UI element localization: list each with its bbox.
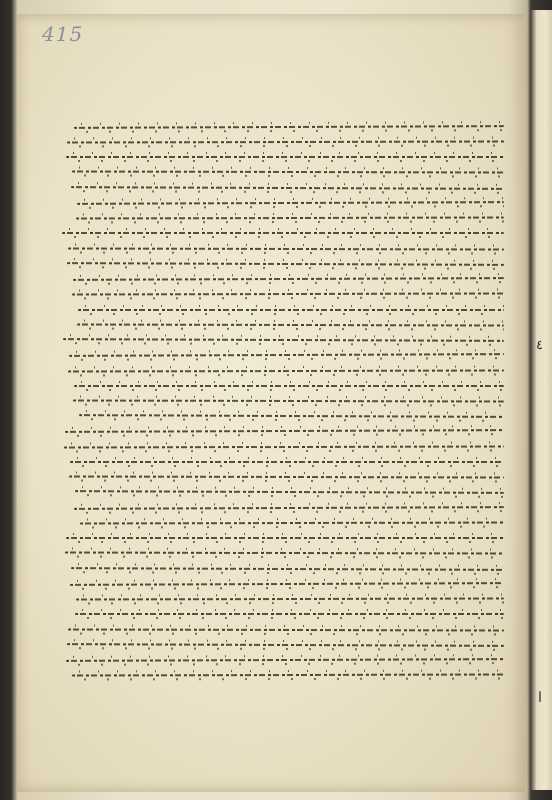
handwritten-line bbox=[74, 125, 504, 129]
handwritten-line bbox=[67, 262, 504, 266]
handwritten-line bbox=[72, 293, 504, 296]
handwritten-line bbox=[76, 217, 504, 220]
handwritten-line bbox=[65, 552, 504, 555]
handwritten-line bbox=[74, 385, 504, 387]
folio-number: 415 bbox=[42, 22, 84, 46]
handwritten-line bbox=[66, 658, 504, 662]
handwritten-line bbox=[71, 186, 504, 190]
handwritten-line bbox=[72, 674, 504, 677]
handwritten-text-block bbox=[62, 118, 504, 682]
handwritten-line bbox=[76, 598, 504, 601]
handwritten-line bbox=[68, 628, 504, 631]
handwritten-line bbox=[79, 414, 504, 418]
handwritten-line bbox=[68, 369, 504, 372]
handwritten-line bbox=[75, 491, 504, 495]
handwritten-line bbox=[75, 613, 504, 615]
handwritten-line bbox=[70, 461, 504, 463]
facing-page-edge bbox=[530, 10, 552, 790]
handwritten-line bbox=[67, 643, 504, 647]
handwritten-line bbox=[68, 247, 504, 250]
handwritten-line bbox=[77, 323, 504, 326]
handwritten-line bbox=[69, 476, 504, 479]
handwritten-line bbox=[77, 201, 504, 205]
handwritten-line bbox=[69, 353, 504, 357]
handwritten-line bbox=[74, 506, 504, 510]
edge-annotation: ا bbox=[538, 690, 542, 706]
handwritten-line bbox=[66, 156, 504, 158]
handwritten-line bbox=[80, 521, 504, 524]
margin-annotation: ٤ bbox=[536, 338, 543, 353]
handwritten-line bbox=[70, 582, 504, 586]
handwritten-line bbox=[67, 140, 504, 143]
handwritten-line bbox=[62, 232, 504, 234]
handwritten-line bbox=[72, 171, 504, 174]
handwritten-line bbox=[63, 338, 504, 342]
handwritten-line bbox=[65, 430, 504, 434]
handwritten-line bbox=[78, 309, 504, 311]
handwritten-line bbox=[73, 277, 504, 281]
handwritten-line bbox=[73, 400, 504, 403]
handwritten-line bbox=[64, 445, 504, 448]
handwritten-line bbox=[71, 567, 504, 571]
handwritten-line bbox=[66, 537, 504, 539]
